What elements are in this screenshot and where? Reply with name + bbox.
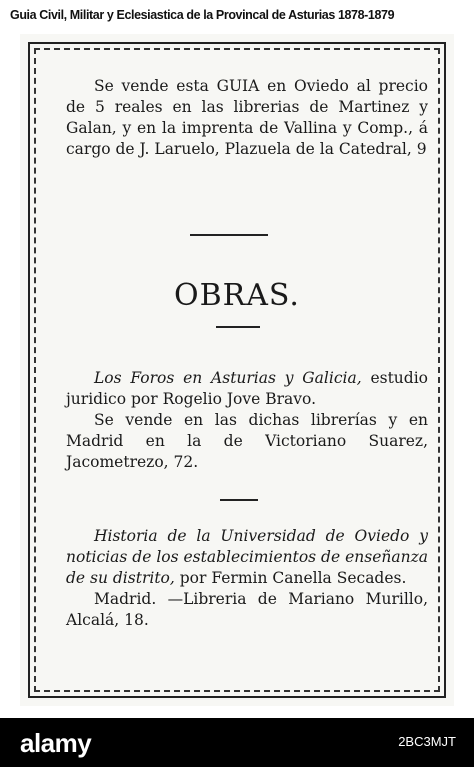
printed-page (20, 34, 454, 706)
divider-rule-heading (216, 326, 260, 328)
sale-notice: Se vende esta GUIA en Oviedo al precio de 5 reales en las librerias de Martinez y Galan, y en la imprenta de Vallina y Comp., á cargo de J. Laruelo, Plazuela de la Catedral, 9 (66, 77, 428, 158)
divider-rule-top (190, 234, 268, 236)
divider-rule-middle (220, 499, 258, 501)
alamy-logo: alamy (20, 728, 92, 758)
work-sale-foros: Se vende en las dichas librerías y en Madrid en la de Victoriano Suarez, Jacometrezo, 72. (66, 411, 428, 471)
work-entry-historia (66, 526, 428, 631)
image-id: 2BC3MJT (398, 734, 456, 749)
work-author-foros: estudio juridico por Rogelio Jove Bravo. (66, 369, 428, 408)
section-heading: OBRAS. (174, 278, 300, 313)
work-sale-historia: Madrid. —Libreria de Mariano Murillo, Alcalá, 18. (66, 590, 428, 629)
work-title-historia: Historia de la Universidad de Oviedo y noticias de los establecimientos de enseñanza de su distrito, (66, 527, 428, 587)
image-caption: Guia Civil, Militar y Eclesiastica de la Provincal de Asturias 1878-1879 (10, 8, 395, 22)
work-entry-foros (66, 368, 428, 473)
work-title-foros: Los Foros en Asturias y Galicia, (94, 369, 362, 387)
work-author-historia: por Fermin Canella Secades. (174, 569, 407, 587)
stock-footer-bar (0, 718, 474, 767)
